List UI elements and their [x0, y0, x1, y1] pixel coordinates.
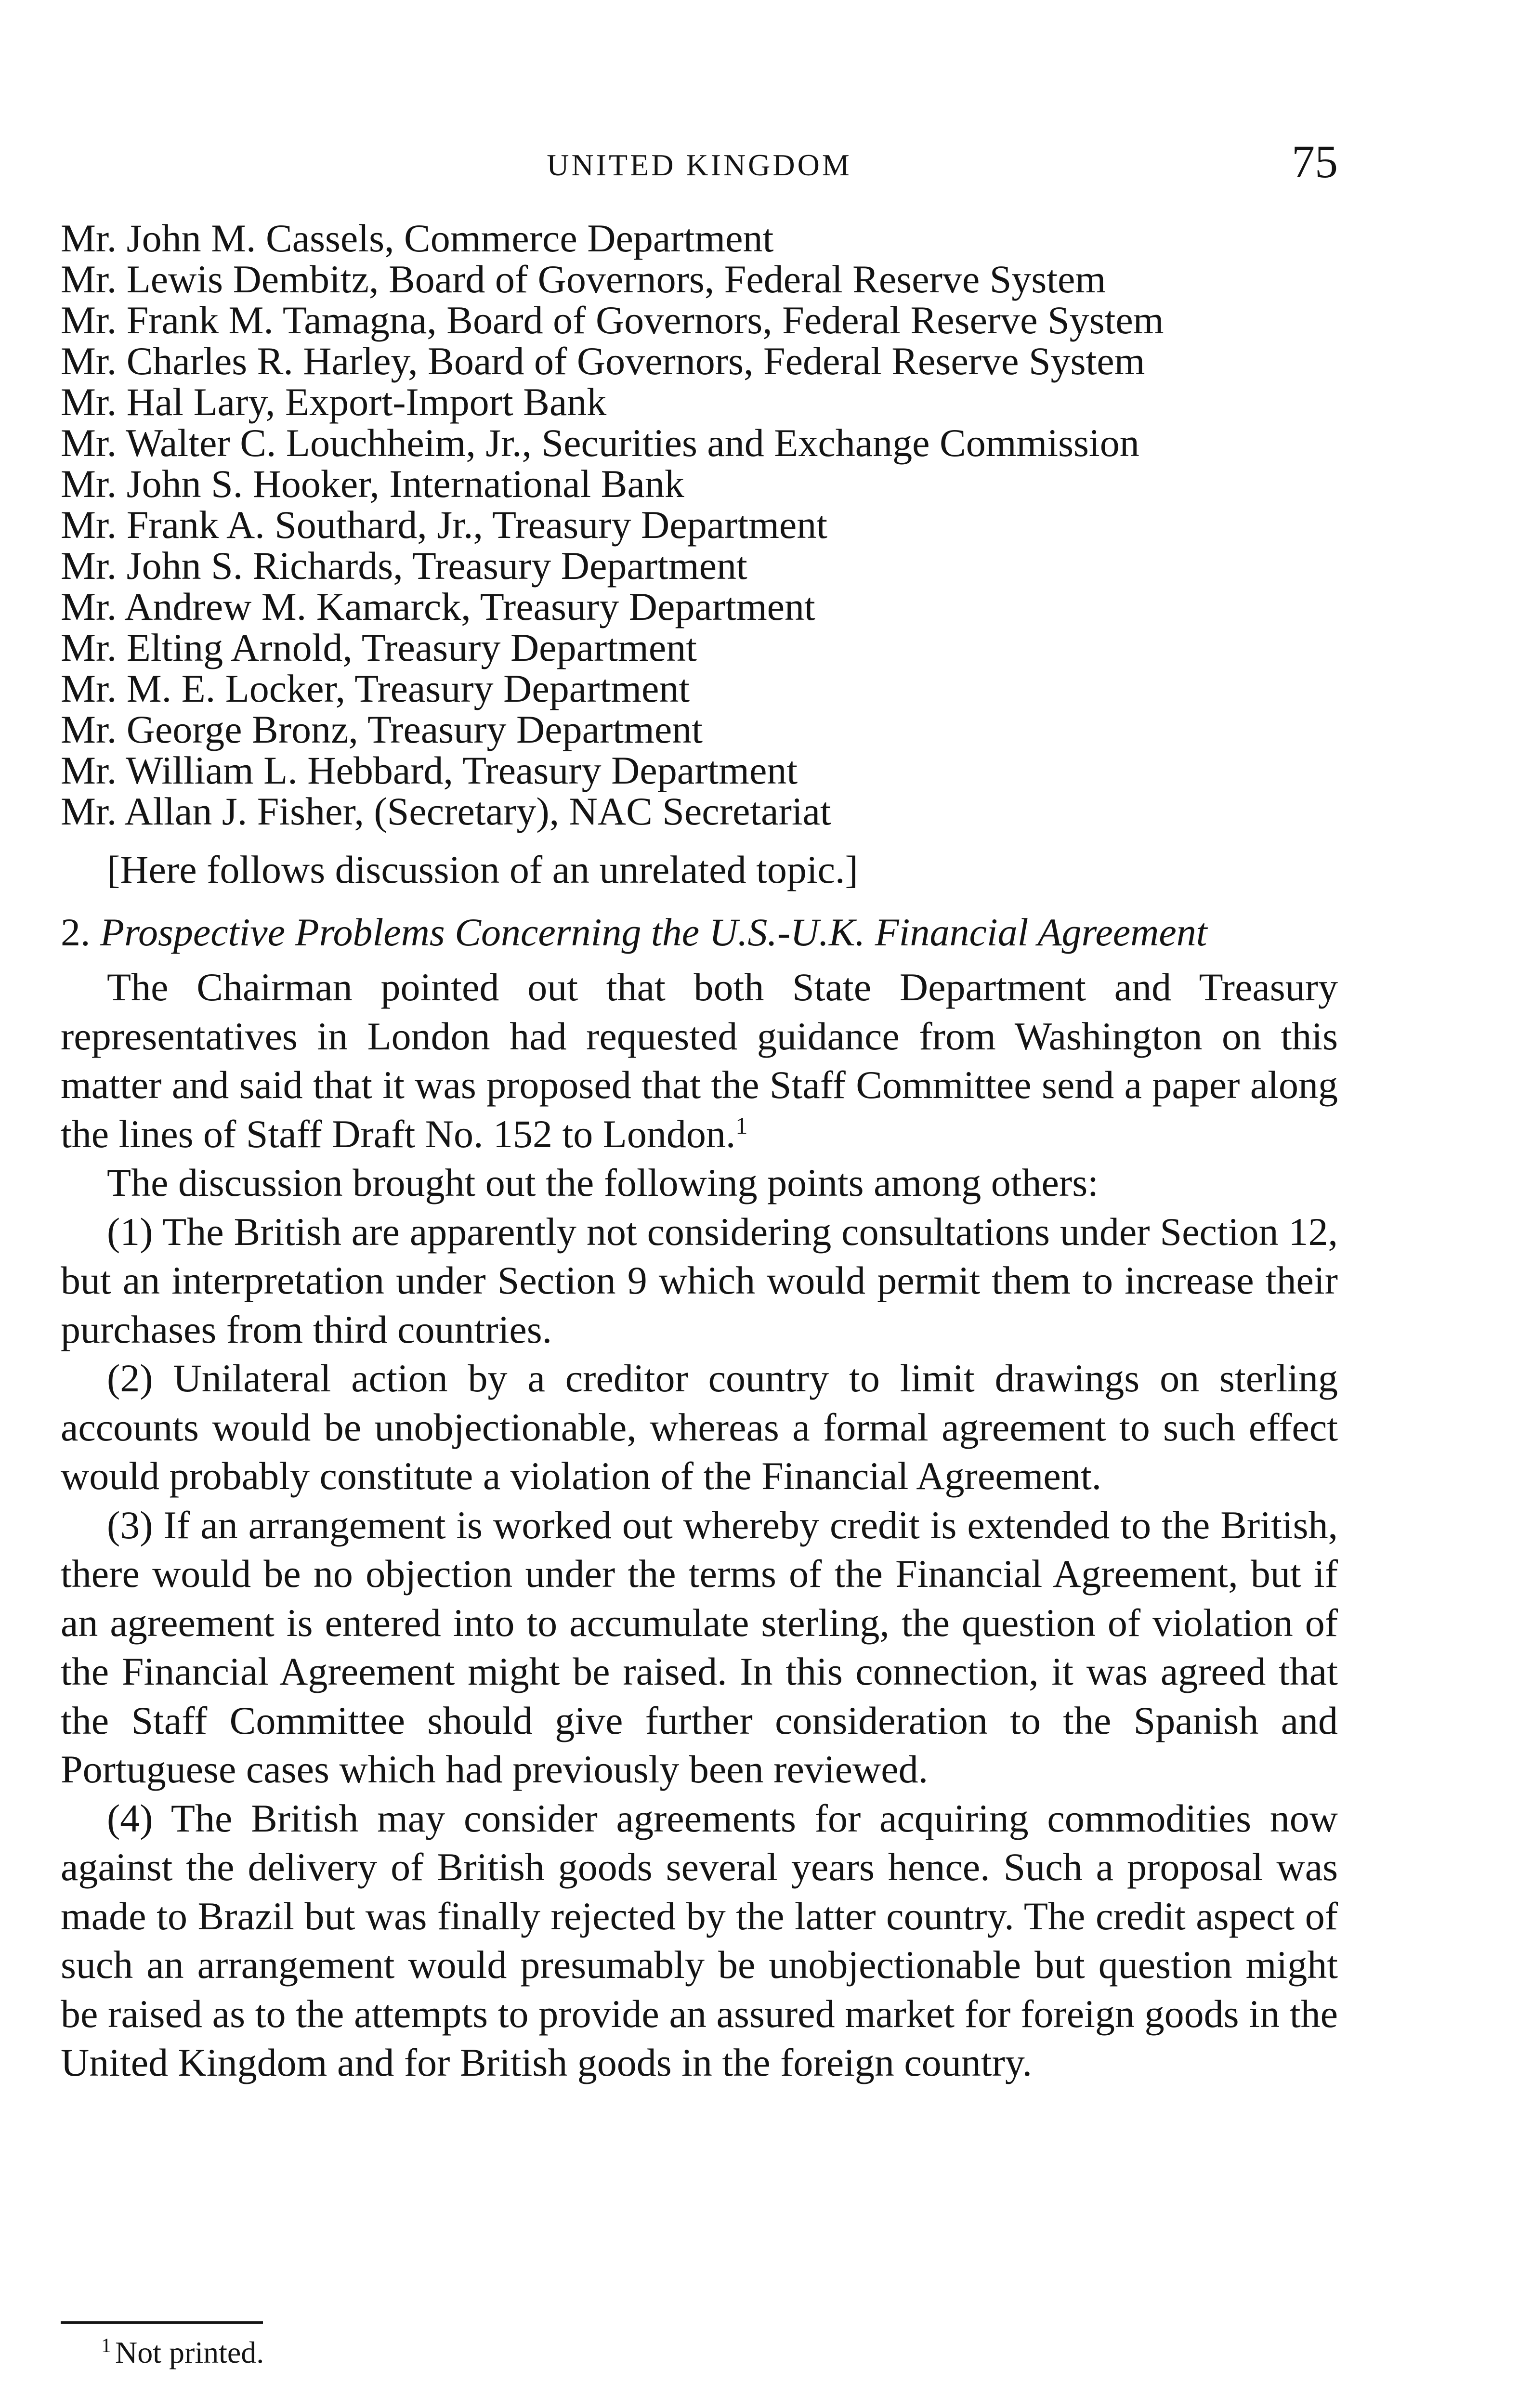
attendee-entry: Mr. Frank M. Tamagna, Board of Governors, Federal Reserve System: [61, 298, 1164, 342]
page-number: 75: [1292, 136, 1338, 187]
paragraph-discussion: The discussion brought out the following points among others:: [107, 1161, 1099, 1204]
paragraph-point-1: (1) The British are apparently not considering consultations under Section 12, but an interpretation under Section 9 which would permit them to increase their purchases from third countries.: [61, 1209, 1338, 1351]
document-page: [61, 0, 1338, 2408]
section-heading: [61, 908, 1338, 957]
attendee-entry: Mr. William L. Hebbard, Treasury Department: [61, 748, 798, 792]
attendee-entry: Mr. Frank A. Southard, Jr., Treasury Department: [61, 503, 828, 547]
attendee-entry: Mr. Elting Arnold, Treasury Department: [61, 626, 697, 669]
paragraph-intro: [61, 963, 1338, 1158]
paragraph-point-3: (3) If an arrangement is worked out whereby credit is extended to the British, there would be no objection under the terms of the Financial Agreement, but if an agreement is entered into to accumulate sterling, the question of violation of the Financial Agreement might be raised. In this connection, it was agreed that the Staff Committee should give further consideration to the Spanish and Portuguese cases which had previously been reviewed.: [61, 1503, 1338, 1791]
running-title: UNITED KINGDOM: [547, 148, 852, 182]
section-number: 2.: [61, 910, 91, 954]
attendee-entry: Mr. John S. Richards, Treasury Department: [61, 544, 747, 588]
attendee-entry: Mr. Andrew M. Kamarck, Treasury Department: [61, 585, 815, 628]
paragraph-point-4: (4) The British may consider agreements for acquiring commodities now against the delivery of British goods several years hence. Such a proposal was made to Brazil but was finally rejected by the latter country. The credit aspect of such an arrangement would presumably be unobjectionable but question might be raised as to the attempts to provide an assured market for foreign goods in the United Kingdom and for British goods in the foreign country.: [61, 1796, 1338, 2084]
footnote-mark: 1: [101, 2335, 111, 2357]
paragraph-intro-text: The Chairman pointed out that both State Department and Treasury representatives in London had requested guidance from Washington on this matter and said that it was proposed that the Staff Committee send a paper along the lines of Staff Draft No. 152 to London.: [61, 965, 1338, 1156]
attendee-entry: Mr. M. E. Locker, Treasury Department: [61, 667, 690, 710]
running-head: [61, 135, 1338, 188]
attendee-entry: Mr. Walter C. Louchheim, Jr., Securities and Exchange Commission: [61, 421, 1139, 465]
attendee-entry: Mr. Lewis Dembitz, Board of Governors, Federal Reserve System: [61, 257, 1106, 301]
attendee-entry: Mr. Allan J. Fisher, (Secretary), NAC Secretariat: [61, 789, 831, 833]
attendee-entry: Mr. John M. Cassels, Commerce Department: [61, 216, 774, 260]
editorial-note: [Here follows discussion of an unrelated topic.]: [107, 848, 858, 891]
attendee-entry: Mr. George Bronz, Treasury Department: [61, 707, 703, 751]
body-text: [61, 845, 1338, 2087]
footnote-text: Not printed.: [115, 2335, 264, 2369]
attendee-entry: Mr. Charles R. Harley, Board of Governors, Federal Reserve System: [61, 339, 1145, 383]
attendee-entry: Mr. John S. Hooker, International Bank: [61, 462, 684, 506]
footnote: [101, 2333, 264, 2372]
paragraph-point-2: (2) Unilateral action by a creditor country to limit drawings on sterling accounts would be unobjectionable, whereas a formal agreement to such effect would probably constitute a violation of the Financial Agreement.: [61, 1356, 1338, 1498]
footnote-reference: 1: [735, 1112, 748, 1139]
section-title: Prospective Problems Concerning the U.S.-U.K. Financial Agreement: [100, 910, 1207, 954]
attendee-entry: Mr. Hal Lary, Export-Import Bank: [61, 380, 607, 424]
attendee-list: [61, 218, 1338, 832]
footnote-divider: [61, 2321, 263, 2324]
